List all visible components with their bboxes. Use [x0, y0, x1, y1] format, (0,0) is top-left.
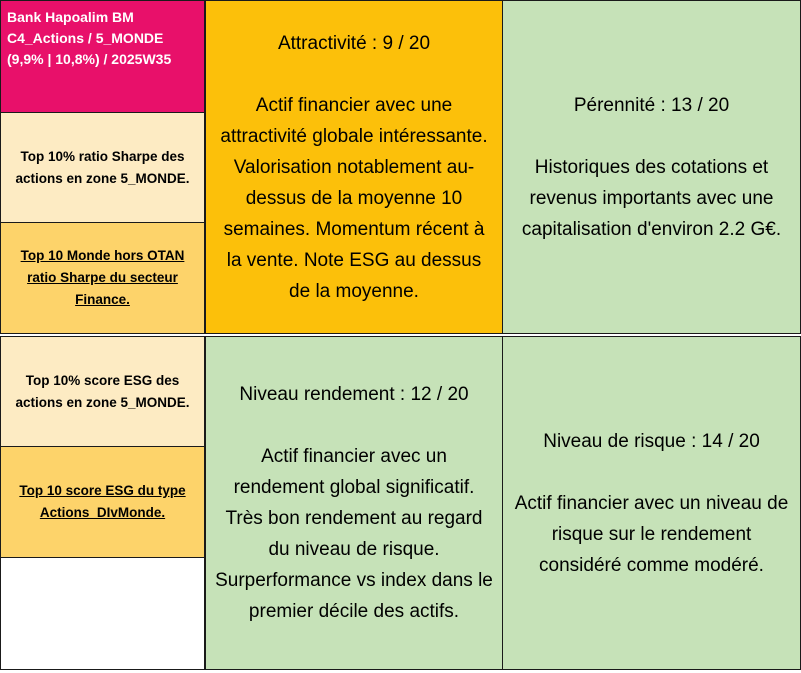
stock-category: C4_Actions / 5_MONDE	[7, 30, 164, 46]
badge-esg-zone	[0, 336, 205, 447]
rendement-panel	[205, 336, 503, 670]
perennite-description: Historiques des cotations et revenus importants avec une capitalisation d'environ 2.2 G€.	[521, 156, 782, 240]
badge-esg-type-text: Top 10 score ESG du type Actions_DIvMonde.	[19, 483, 186, 520]
badge-sharpe-zone	[0, 112, 205, 223]
badge-esg-zone-text: Top 10% score ESG des actions en zone 5_MONDE.	[15, 372, 190, 410]
perennite-heading: Pérennité : 13 / 20	[573, 94, 730, 116]
rendement-description: Actif financier avec un rendement global significatif. Très bon rendement au regard du niveau de risque. Surperformance vs index dans le premier décile des actifs.	[215, 446, 493, 622]
stock-title-block	[0, 0, 205, 113]
badge-sharpe-sector-text: Top 10 Monde hors OTAN ratio Sharpe du secteur Finance.	[20, 248, 185, 307]
badge-sharpe-sector	[0, 222, 205, 334]
badge-esg-type	[0, 446, 205, 558]
attractivite-description: Actif financier avec une attractivité globale intéressante. Valorisation notablement au-dessus de la moyenne 10 semaines. Momentum récent à la vente. Note ESG au dessus de la moyenne.	[220, 94, 488, 302]
risque-description: Actif financier avec un niveau de risque sur le rendement considéré comme modéré.	[514, 492, 789, 576]
badge-sharpe-zone-text: Top 10% ratio Sharpe des actions en zone 5_MONDE.	[15, 148, 190, 186]
risque-heading: Niveau de risque : 14 / 20	[543, 430, 760, 452]
perennite-panel	[502, 0, 801, 334]
rendement-heading: Niveau rendement : 12 / 20	[239, 384, 469, 405]
risque-panel	[502, 336, 801, 670]
stock-name: Bank Hapoalim BM	[7, 9, 134, 25]
attractivite-panel	[205, 0, 503, 334]
stock-period: (9,9% | 10,8%) / 2025W35	[7, 51, 172, 67]
empty-cell	[0, 557, 205, 670]
attractivite-heading: Attractivité : 9 / 20	[277, 32, 431, 54]
